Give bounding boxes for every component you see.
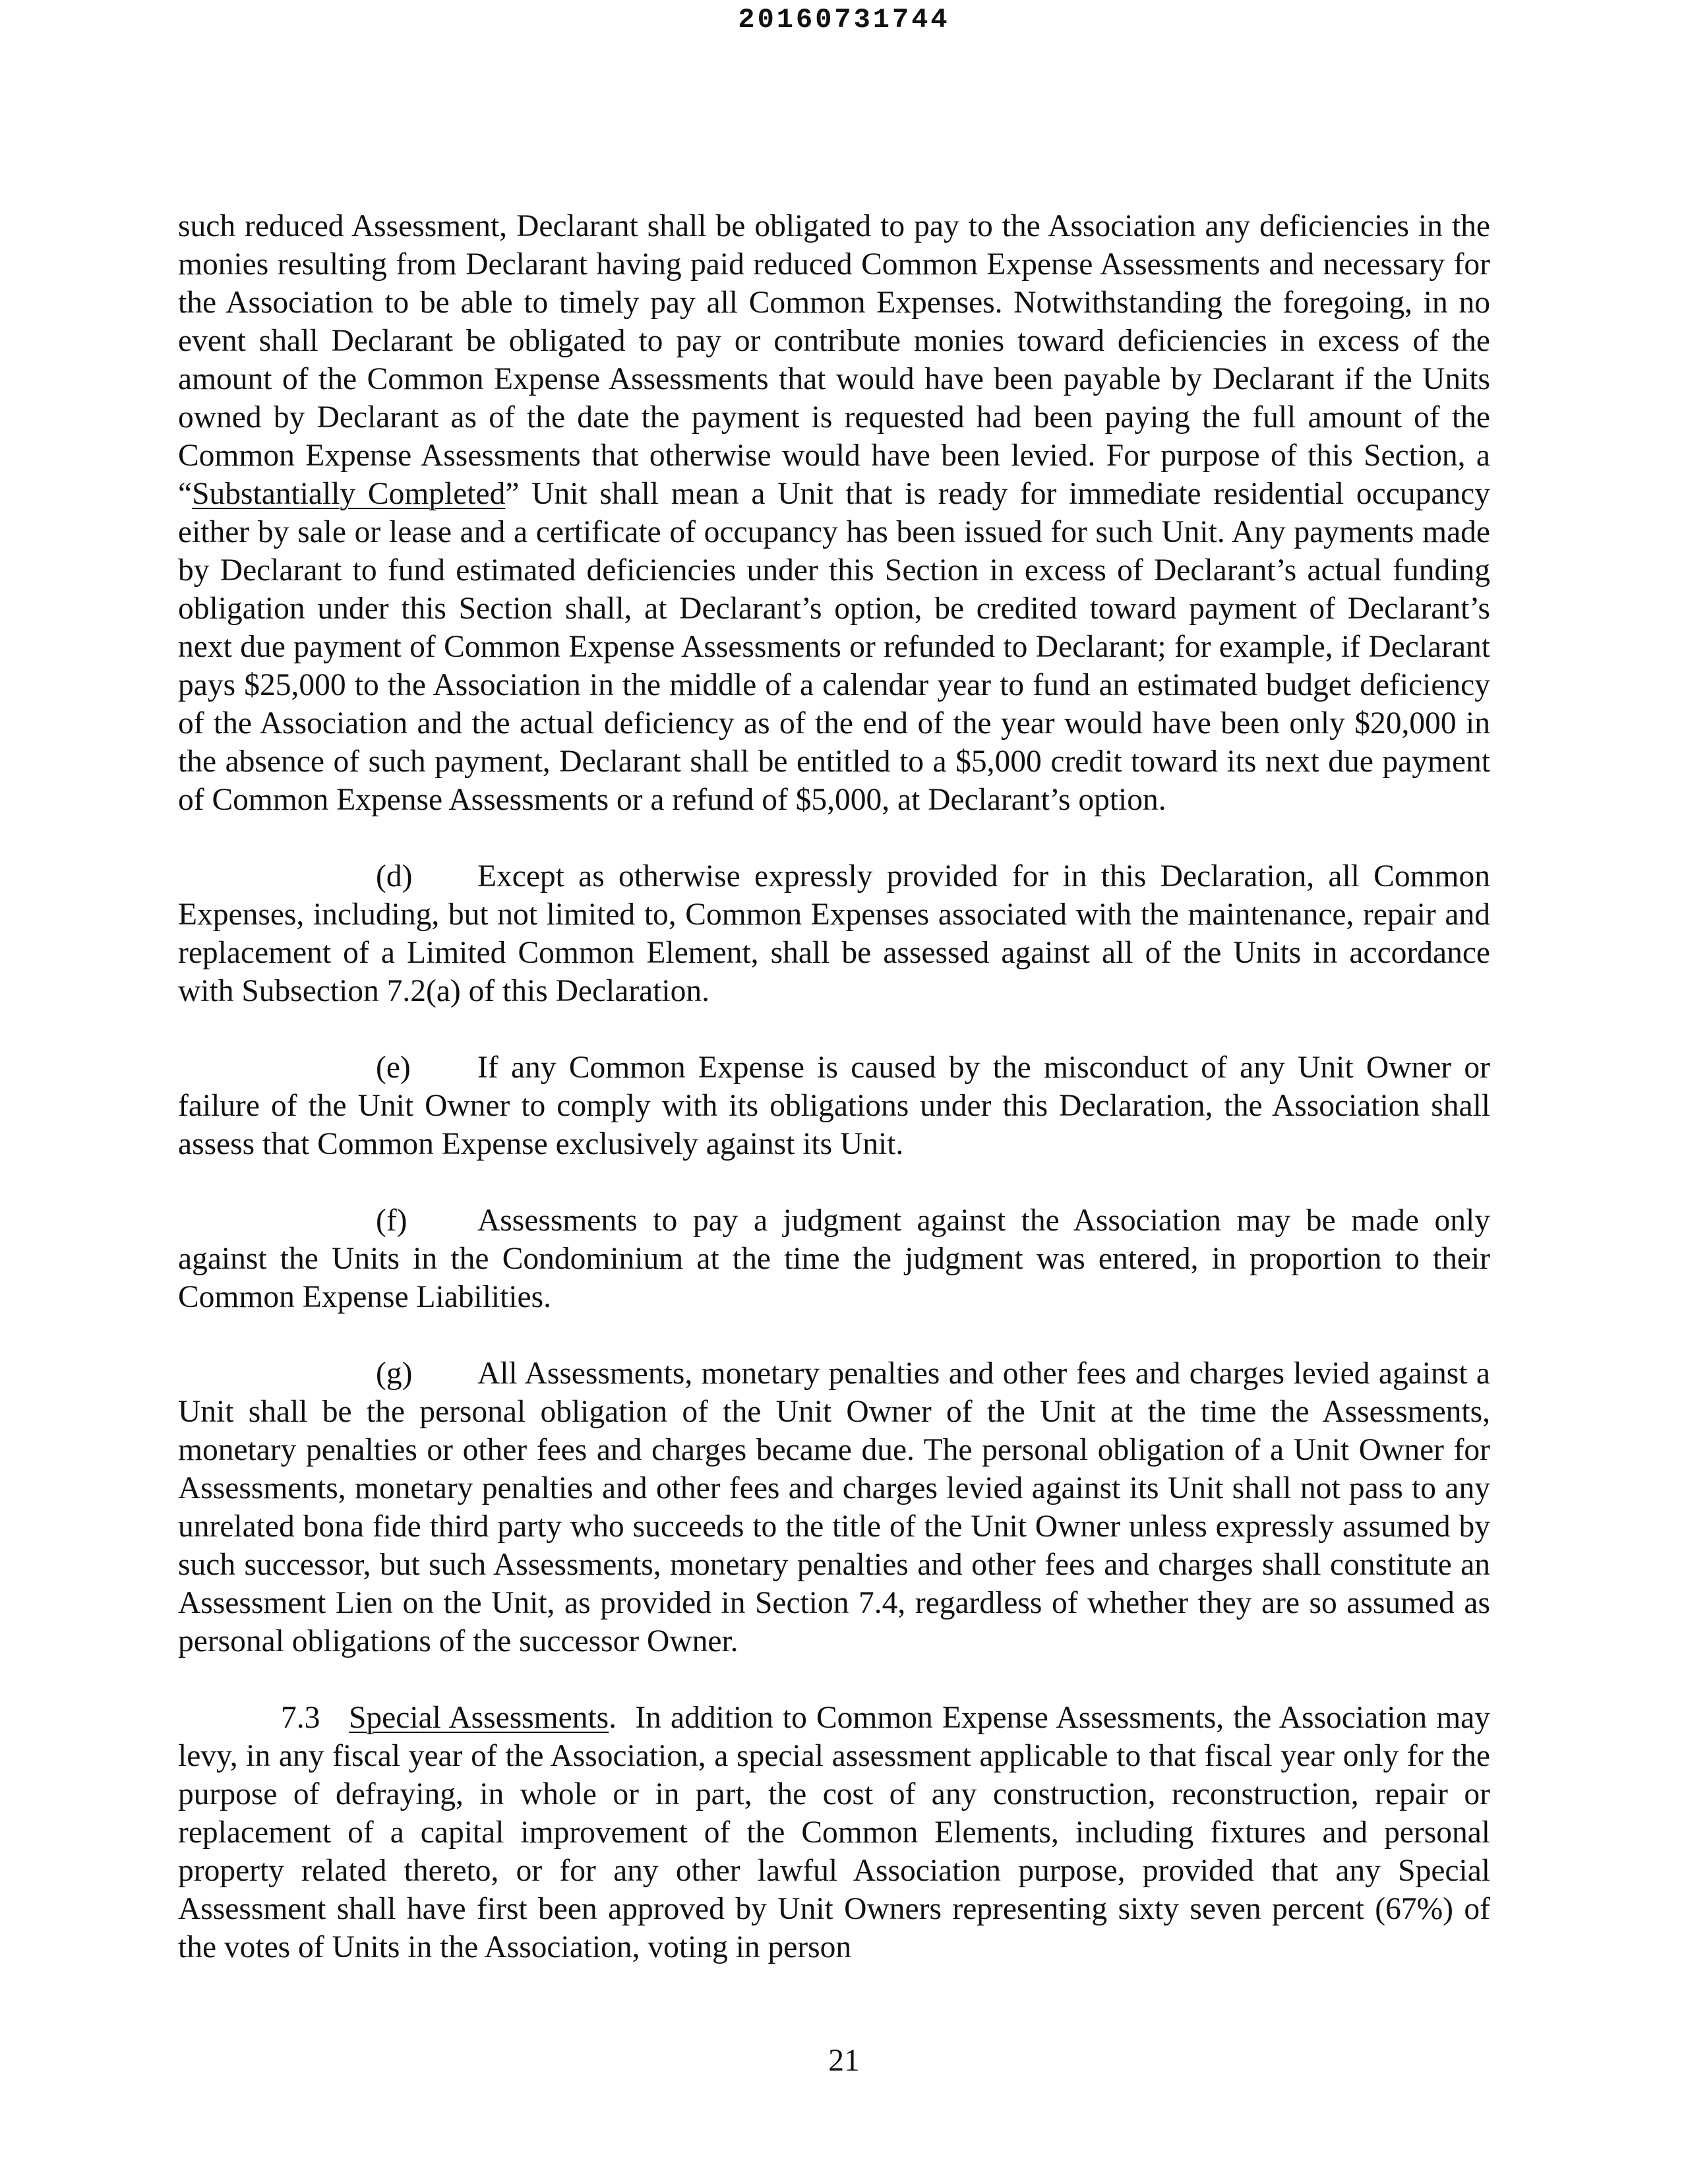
section-7-3 (178, 1699, 1490, 1966)
paragraph-c-continued (178, 207, 1490, 819)
document-body (178, 207, 1490, 1966)
defined-term: Substantially Completed (192, 477, 506, 511)
paragraph-text: such reduced Assessment, Declarant shall be obligated to pay to the Association any deficiencies in the monies resulting from Declarant having paid reduced Common Expense Assessments and necessary for the Association to be able to timely pay all Common Expenses. Notwithstanding the foregoing, in no event shall Declarant be obligated to pay or contribute monies toward deficiencies in excess of the amount of the Common Expense Assessments that would have been payable by Declarant if the Units owned by Declarant as of the date the payment is requested had been paying the full amount of the Common Expense Assessments that otherwise would have been levied. For purpose of this Section, a “ (178, 209, 1490, 511)
paragraph-text: All Assessments, monetary penalties and other fees and charges levied against a Unit shall be the personal obligation of the Unit Owner of the Unit at the time the Assessments, monetary penalties or other fees and charges became due. The personal obligation of a Unit Owner for Assessments, monetary penalties and other fees and charges levied against its Unit shall not pass to any unrelated bona fide third party who succeeds to the title of the Unit Owner unless expressly assumed by such successor, but such Assessments, monetary penalties and other fees and charges shall constitute an Assessment Lien on the Unit, as provided in Section 7.4, regardless of whether they are so assumed as personal obligations of the successor Owner. (178, 1356, 1490, 1658)
subsection-label: (f) (376, 1203, 407, 1238)
paragraph-text: In addition to Common Expense Assessments, the Association may levy, in any fiscal year of the Association, a special assessment applicable to that fiscal year only for the purpose of defraying, in whole or in part, the cost of any construction, reconstruction, repair or replacement of a capital improvement of the Common Elements, including fixtures and personal property related thereto, or for any other lawful Association purpose, provided that any Special Assessment shall have first been approved by Unit Owners representing sixty seven percent (67%) of the votes of Units in the Association, voting in person (178, 1701, 1490, 1964)
paragraph-e (178, 1048, 1490, 1163)
page-number: 21 (828, 2044, 860, 2078)
paragraph-text: If any Common Expense is caused by the misconduct of any Unit Owner or failure of the Unit Owner to comply with its obligations under this Declaration, the Association shall assess that Common Expense exclusively against its Unit. (178, 1050, 1490, 1161)
paragraph-g (178, 1354, 1490, 1660)
paragraph-text: Assessments to pay a judgment against the Association may be made only against the Units in the Condominium at the time the judgment was entered, in proportion to their Common Expense Liabilities. (178, 1203, 1490, 1314)
section-heading-period: . (609, 1701, 617, 1735)
document-number: 20160731744 (738, 4, 950, 36)
section-heading: Special Assessments (349, 1701, 609, 1735)
subsection-label: (e) (376, 1050, 411, 1085)
paragraph-f (178, 1201, 1490, 1316)
subsection-label: (d) (376, 859, 413, 894)
paragraph-d (178, 857, 1490, 1010)
section-number: 7.3 (281, 1701, 320, 1735)
subsection-label: (g) (376, 1356, 413, 1391)
paragraph-text: ” Unit shall mean a Unit that is ready for immediate residential occupancy either by sale or lease and a certificate of occupancy has been issued for such Unit. Any payments made by Declarant to fund estimated deficiencies under this Section in excess of Declarant’s actual funding obligation under this Section shall, at Declarant’s option, be credited toward payment of Declarant’s next due payment of Common Expense Assessments or refunded to Declarant; for example, if Declarant pays $25,000 to the Association in the middle of a calendar year to fund an estimated budget deficiency of the Association and the actual deficiency as of the end of the year would have been only $20,000 in the absence of such payment, Declarant shall be entitled to a $5,000 credit toward its next due payment of Common Expense Assessments or a refund of $5,000, at Declarant’s option. (178, 477, 1490, 817)
paragraph-text: Except as otherwise expressly provided for in this Declaration, all Common Expenses, including, but not limited to, Common Expenses associated with the maintenance, repair and replacement of a Limited Common Element, shall be assessed against all of the Units in accordance with Subsection 7.2(a) of this Declaration. (178, 859, 1490, 1008)
